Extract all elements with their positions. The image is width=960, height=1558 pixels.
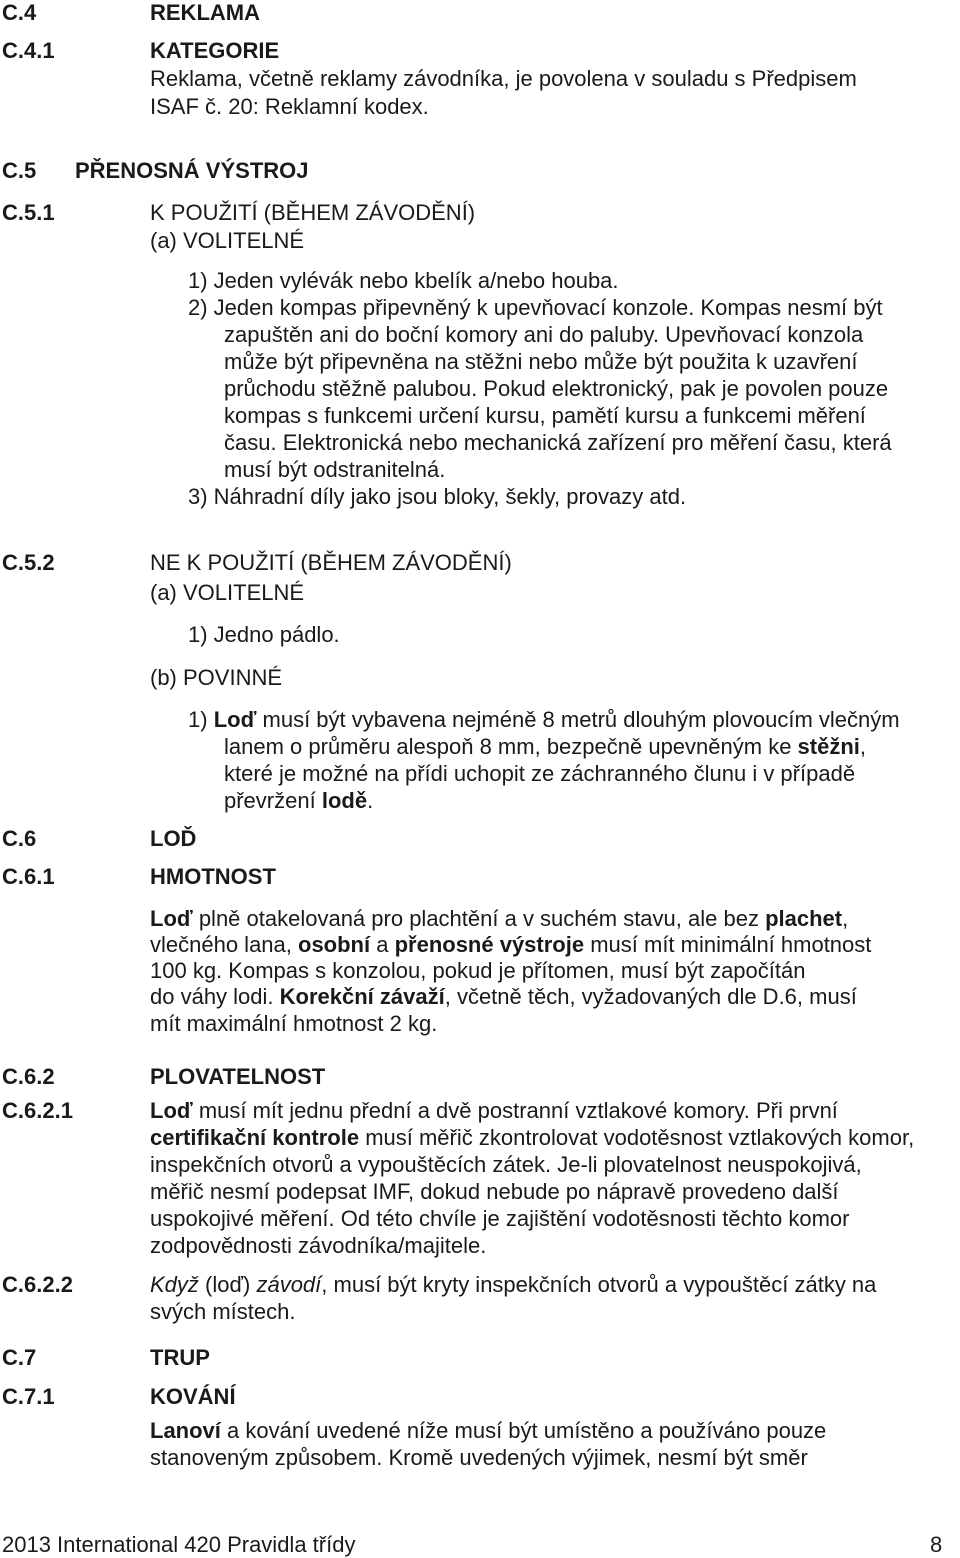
paragraph-line: stanoveným způsobem. Kromě uvedených výjimek, nesmí být směr (150, 1445, 808, 1470)
paragraph-line (150, 906, 848, 932)
subheading-a: (a) VOLITELNÉ (150, 580, 305, 605)
text-run: , (842, 906, 849, 931)
section-num-c7: C.7 (2, 1345, 37, 1370)
text-run: musí být vybavena nejméně 8 metrů dlouhým plovoucím vlečným (256, 707, 900, 732)
paragraph-line: inspekčních otvorů a vypouštěcích zátek. Je-li plovatelnost neuspokojivá, (150, 1152, 862, 1177)
page-number: 8 (930, 1532, 943, 1557)
footer-title: 2013 International 420 Pravidla třídy (2, 1532, 356, 1557)
text-run: musí mít jednu přední a dvě postranní vztlakové komory. Při první (192, 1098, 838, 1123)
paragraph-line: měřič nesmí podepsat IMF, dokud nebude po nápravě provedeno další (150, 1179, 839, 1204)
section-title-c71: KOVÁNÍ (150, 1384, 236, 1409)
term-bold: Korekční závaží (279, 984, 445, 1009)
section-num-c5: C.5 (2, 158, 37, 183)
section-num-c71: C.7.1 (2, 1384, 55, 1409)
paragraph-line (150, 1098, 838, 1124)
section-num-c621: C.6.2.1 (2, 1098, 73, 1123)
paragraph-line (150, 1418, 826, 1444)
section-num-c6: C.6 (2, 826, 37, 851)
list-item-cont (224, 788, 373, 814)
paragraph-line: ISAF č. 20: Reklamní kodex. (150, 94, 429, 119)
list-item: 2) Jeden kompas připevněný k upevňovací konzole. Kompas nesmí být (188, 295, 883, 320)
section-num-c51: C.5.1 (2, 200, 55, 225)
text-run: převržení (224, 788, 322, 813)
text-run: a kování uvedené níže musí být umístěno a používáno pouze (220, 1418, 827, 1443)
paragraph-line: zodpovědnosti závodníka/majitele. (150, 1233, 487, 1258)
text-run: musí měřič zkontrolovat vodotěsnost vztlakových komor, (359, 1125, 915, 1150)
list-item-cont: času. Elektronická nebo mechanická zařízení pro měření času, která (224, 430, 892, 455)
term-bold: Loď (150, 906, 193, 931)
section-num-c52: C.5.2 (2, 550, 55, 575)
section-title-c61: HMOTNOST (150, 864, 276, 889)
text-run: (loď) (198, 1272, 257, 1297)
section-title-c4: REKLAMA (150, 0, 260, 25)
list-item: 1) Jedno pádlo. (188, 622, 340, 647)
term-italic: závodí (256, 1272, 322, 1297)
term-bold: lodě (321, 788, 368, 813)
text-run: lanem o průměru alespoň 8 mm, bezpečně upevněným ke (224, 734, 798, 759)
list-item: 3) Náhradní díly jako jsou bloky, šekly, provazy atd. (188, 484, 687, 509)
section-title-c52: NE K POUŽITÍ (BĚHEM ZÁVODĚNÍ) (150, 550, 512, 575)
term-bold: osobní (298, 932, 371, 957)
list-item: 1) Jeden vylévák nebo kbelík a/nebo houba. (188, 268, 619, 293)
section-title-c41: KATEGORIE (150, 38, 280, 63)
text-run: , včetně těch, vyžadovaných dle D.6, musí (444, 984, 857, 1009)
text-run: do váhy lodi. (150, 984, 280, 1009)
text-run: , (859, 734, 867, 759)
item-prefix: 1) (188, 707, 214, 732)
text-run: a (370, 932, 395, 957)
term-italic: Když (150, 1272, 199, 1297)
paragraph-line: Reklama, včetně reklamy závodníka, je povolena v souladu s Předpisem (150, 66, 857, 91)
term-bold: stěžni (797, 734, 860, 759)
text-run: musí mít minimální hmotnost (584, 932, 872, 957)
subheading-b: (b) POVINNÉ (150, 665, 283, 690)
paragraph-line (150, 984, 857, 1010)
paragraph-line (150, 1125, 914, 1151)
paragraph-line: svých místech. (150, 1299, 296, 1324)
section-title-c5: PŘENOSNÁ VÝSTROJ (75, 158, 309, 183)
section-num-c61: C.6.1 (2, 864, 55, 889)
subheading-a: (a) VOLITELNÉ (150, 228, 305, 253)
section-title-c6: LOĎ (150, 826, 197, 851)
section-num-c622: C.6.2.2 (2, 1272, 73, 1297)
paragraph-line (150, 932, 871, 958)
list-item-cont (224, 734, 866, 760)
list-item-cont: zapuštěn ani do boční komory ani do paluby. Upevňovací konzola (224, 322, 864, 347)
term-bold: Lanoví (150, 1418, 221, 1443)
section-num-c41: C.4.1 (2, 38, 55, 63)
text-run: plně otakelovaná pro plachtění a v suchém stavu, ale bez (192, 906, 766, 931)
term-bold: Loď (150, 1098, 193, 1123)
term-bold: Loď (213, 707, 257, 732)
term-bold: plachet (765, 906, 843, 931)
text-run: , musí být kryty inspekčních otvorů a vypouštěcí zátky na (321, 1272, 877, 1297)
paragraph-line (150, 1272, 876, 1298)
text-run: . (367, 788, 374, 813)
list-item-cont: průchodu stěžně palubou. Pokud elektronický, pak je povolen pouze (224, 376, 889, 401)
paragraph-line: uspokojivé měření. Od této chvíle je zajištění vodotěsnosti těchto komor (150, 1206, 850, 1231)
section-num-c4: C.4 (2, 0, 37, 25)
list-item-cont: které je možné na přídi uchopit ze záchranného člunu i v případě (224, 761, 856, 786)
section-title-c51: K POUŽITÍ (BĚHEM ZÁVODĚNÍ) (150, 200, 476, 225)
list-item-cont: kompas s funkcemi určení kursu, pamětí kursu a funkcemi měření (224, 403, 866, 428)
section-title-c62: PLOVATELNOST (150, 1064, 326, 1089)
section-num-c62: C.6.2 (2, 1064, 55, 1089)
section-title-c7: TRUP (150, 1345, 210, 1370)
paragraph-line: mít maximální hmotnost 2 kg. (150, 1011, 438, 1036)
list-item-cont: musí být odstranitelná. (224, 457, 446, 482)
term-bold: přenosné výstroje (394, 932, 585, 957)
text-run: vlečného lana, (150, 932, 298, 957)
term-bold: certifikační kontrole (150, 1125, 360, 1150)
list-item (188, 707, 900, 733)
list-item-cont: může být připevněna na stěžni nebo může být použita k uzavření (224, 349, 858, 374)
paragraph-line: 100 kg. Kompas s konzolou, pokud je přítomen, musí být započítán (150, 958, 806, 983)
